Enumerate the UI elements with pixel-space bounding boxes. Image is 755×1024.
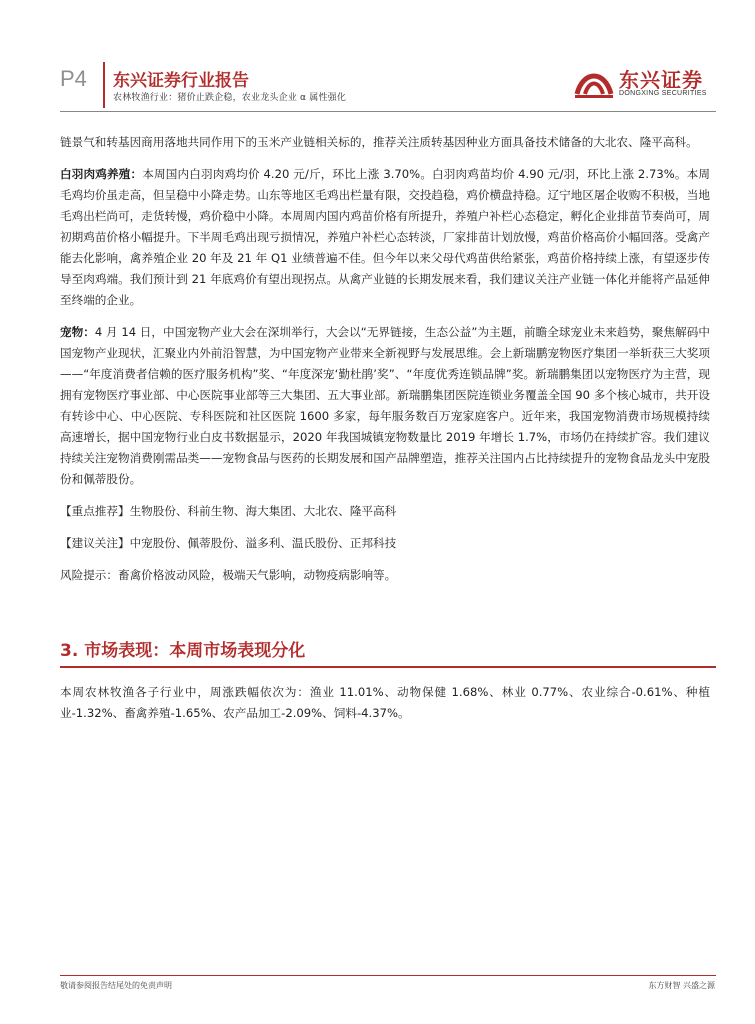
risk-warning: 风险提示：畜禽价格波动风险，极端天气影响，动物疫病影响等。 [60, 568, 397, 582]
section-rule [60, 666, 716, 668]
paragraph-broiler [60, 164, 710, 311]
page-header [0, 0, 755, 120]
paragraph-pet [60, 322, 710, 490]
page-number: P4 [60, 66, 87, 91]
logo-name-cn: 东兴证券 [619, 68, 703, 92]
footer-rule [60, 975, 716, 976]
broiler-text: 本周国内白羽肉鸡均价 4.20 元/斤，环比上涨 3.70%。白羽肉鸡苗均价 4.90 元/羽，环比上涨 2.73%。本周毛鸡均价虽走高，但呈稳中小降走势。山东等地区毛鸡出栏量有限，交投趋稳，鸡价横盘持稳。辽宁地区屠企收购不积极，当地毛鸡出栏尚可，走货转慢，鸡价稳中小降。本周周内国内鸡苗价格有所提升，养殖户补栏心态稳定，孵化企业排苗节奏尚可，周初期鸡苗价格小幅提升。下半周毛鸡出现亏损情况，养殖户补栏心态转淡，厂家排苗计划放慢，鸡苗价格高价小幅回落。受禽产能去化影响，禽养殖企业 20 年及 21 年 Q1 业绩普遍不佳。但今年以来父母代鸡苗供给紧张，鸡苗价格持续上涨，有望逐步传导至肉鸡端。我们预计到 21 年底鸡价有望出现拐点。从禽产业链的长期发展来看，我们建议关注产业链一体化并能将产品延伸至终端的企业。 [60, 167, 710, 307]
header-rule [60, 111, 716, 112]
suggested-focus: 【建议关注】中宠股份、佩蒂股份、溢多利、温氏股份、正邦科技 [60, 536, 397, 550]
footer-disclaimer: 敬请参阅报告结尾处的免责声明 [60, 981, 172, 990]
logo-name-en: DONGXING SECURITIES [619, 90, 707, 97]
body-content [60, 132, 710, 597]
broiler-label: 白羽肉鸡养殖： [60, 167, 143, 181]
market-performance-text: 本周农林牧渔各子行业中，周涨跌幅依次为：渔业 11.01%、动物保健 1.68%、林业 0.77%、农业综合-0.61%、种植业-1.32%、畜禽养殖-1.65%、农产品加工-2.09%、饲料-4.37%。 [60, 685, 710, 720]
logo-mark-icon [573, 64, 615, 100]
report-title: 东兴证券行业报告 [113, 71, 249, 91]
paragraph-corn-chain: 链景气和转基因商用落地共同作用下的玉米产业链相关标的，推荐关注质转基因种业方面具备技术储备的大北农、隆平高科。 [60, 135, 698, 149]
pet-label: 宠物： [60, 325, 95, 339]
report-subtitle: 农林牧渔行业：猪价止跌企稳，农业龙头企业 α 属性强化 [113, 93, 347, 103]
pet-text: 4 月 14 日，中国宠物产业大会在深圳举行，大会以“无界链接，生态公益”为主题，前瞻全球宠业未来趋势，聚焦解码中国宠物产业现状，汇聚业内外前沿智慧，为中国宠物产业带来全新视野与发展思维。会上新瑞鹏宠物医疗集团一举斩获三大奖项——“年度消费者信赖的医疗服务机构”奖、“年度深宠‘勤杜鹃’奖”、“年度优秀连锁品牌”奖。新瑞鹏集团以宠物医疗为主营，现拥有宠物医疗事业部、中心医院事业部等三大集团、五大事业部。新瑞鹏集团医院连锁业务覆盖全国 90 多个核心城市，共开设有转诊中心、中心医院、专科医院和社区医院 1600 多家，每年服务数百万宠家庭客户。近年来，我国宠物消费市场规模持续高速增长，据中国宠物行业白皮书数据显示，2020 年我国城镇宠物数量比 2019 年增长 1.7%，市场仍在持续扩容。我们建议持续关注宠物消费刚需品类——宠物食品与医药的长期发展和国产品牌塑造，推荐关注国内占比持续提升的宠物食品龙头中宠股份和佩蒂股份。 [60, 325, 710, 486]
header-divider [103, 62, 105, 108]
key-recommendation: 【重点推荐】生物股份、科前生物、海大集团、大北农、隆平高科 [60, 504, 397, 518]
section-heading: 3. 市场表现：本周市场表现分化 [60, 641, 306, 661]
company-logo [573, 60, 713, 104]
footer-slogan: 东方财智 兴盛之源 [648, 981, 715, 990]
